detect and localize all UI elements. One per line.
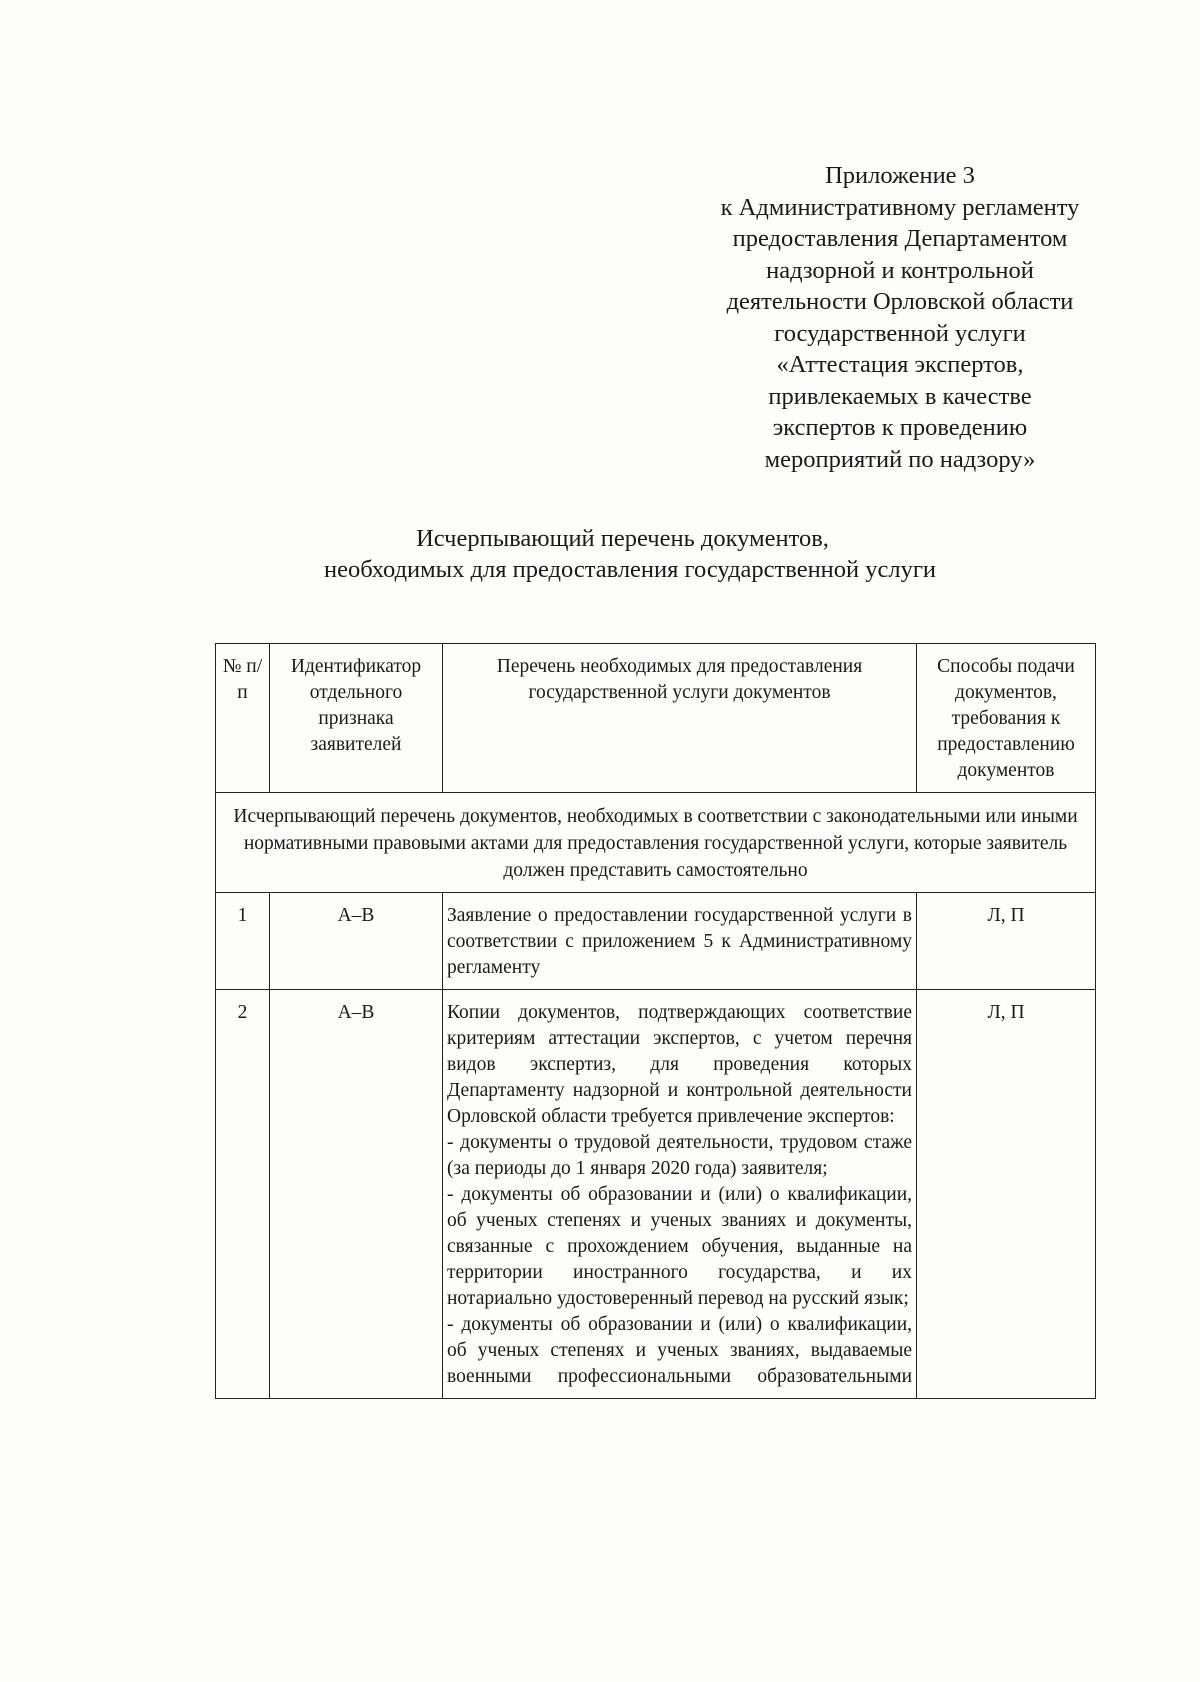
description-paragraph: Заявление о предоставлении государственной услуги в соответствии с приложением 5 к Административному регламенту [447, 905, 912, 978]
section-heading: Исчерпывающий перечень документов, необходимых в соответствии с законодательными или иными нормативными правовыми актами для предоставления государственной услуги, которые заявитель должен представить самостоятельно [216, 793, 1096, 893]
section-heading-row [216, 793, 1096, 893]
row-num: 1 [216, 893, 270, 990]
appendix-line: надзорной и контрольной [766, 256, 1034, 284]
appendix-line: Приложение 3 [825, 162, 975, 189]
row-methods: Л, П [917, 990, 1096, 1399]
description-paragraph: - документы об образовании и (или) о квалификации, об ученых степенях и ученых званиях и документы, связанные с прохождением обучения, выданные на территории иностранного государства, и их нотариально удостоверенный перевод на русский язык; [447, 1184, 912, 1309]
appendix-line: мероприятий по надзору» [764, 445, 1036, 473]
header-methods: Способы подачи документов, требования к предоставлению документов [917, 644, 1096, 793]
table-header-row [216, 644, 1096, 793]
appendix-line: деятельности Орловской области [726, 288, 1074, 315]
row-identifier: А–В [270, 893, 443, 990]
appendix-line: экспертов к проведению [772, 414, 1028, 441]
document-title [0, 523, 1200, 585]
title-line-1: Исчерпывающий перечень документов, [416, 525, 829, 552]
row-identifier: А–В [270, 990, 443, 1399]
header-documents: Перечень необходимых для предоставления государственной услуги документов [443, 644, 917, 793]
description-paragraph: Копии документов, подтверждающих соответствие критериям аттестации экспертов, с учетом перечня видов экспертиз, для проведения которых Департаменту надзорной и контрольной деятельности Орловской области требуется привлечение экспертов: [447, 1002, 912, 1127]
header-num: № п/п [216, 644, 270, 793]
appendix-header [690, 160, 1110, 475]
appendix-line: государственной услуги [774, 319, 1026, 347]
description-paragraph: - документы об образовании и (или) о квалификации, об ученых степенях и ученых званиях, выдаваемые военными профессиональными образовательными [447, 1314, 912, 1387]
table-row [216, 893, 1096, 990]
title-line-2: необходимых для предоставления государственной услуги [323, 556, 937, 583]
appendix-line: привлекаемых в качестве [768, 382, 1032, 410]
row-num: 2 [216, 990, 270, 1399]
documents-table [215, 643, 1096, 1399]
appendix-line: предоставления Департаментом [732, 225, 1068, 252]
description-paragraph: - документы о трудовой деятельности, трудовом стаже (за периоды до 1 января 2020 года) заявителя; [447, 1132, 912, 1179]
row-description [443, 990, 917, 1399]
appendix-line: к Административному регламенту [720, 193, 1080, 221]
row-description [443, 893, 917, 990]
appendix-line: «Аттестация экспертов, [776, 351, 1024, 378]
header-identifier: Идентификатор отдельного признака заявителей [270, 644, 443, 793]
row-methods: Л, П [917, 893, 1096, 990]
table-row [216, 990, 1096, 1399]
